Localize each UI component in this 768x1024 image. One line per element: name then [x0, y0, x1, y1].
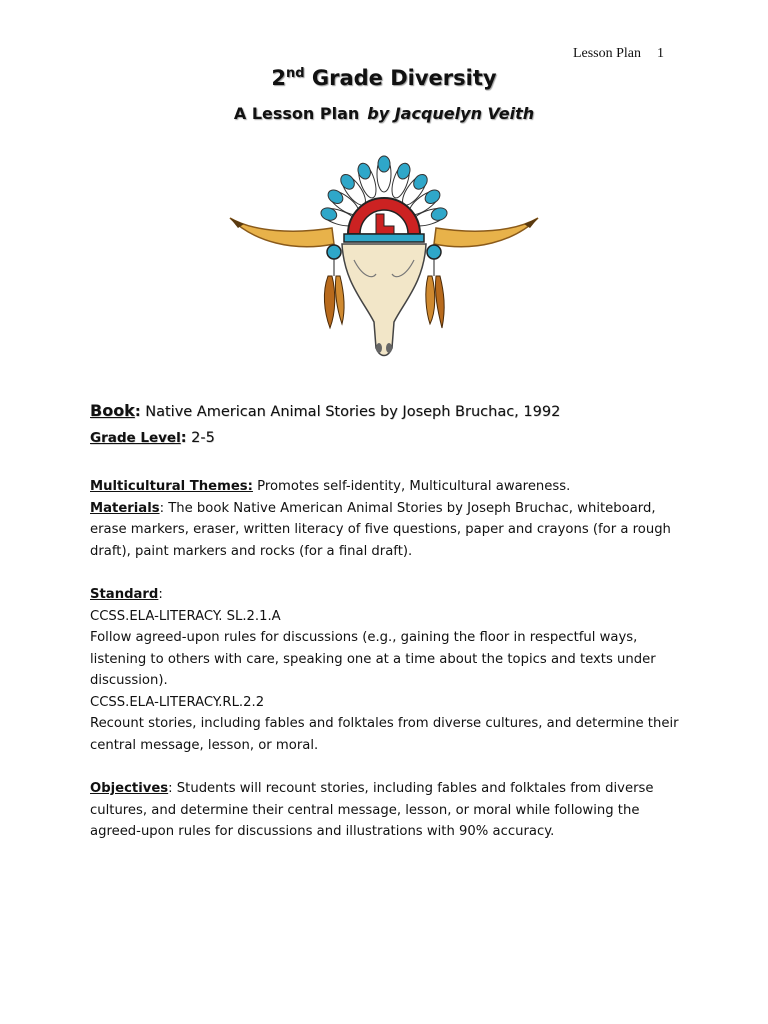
standard-code-1: CCSS.ELA-LITERACY. SL.2.1.A	[90, 608, 281, 624]
longhorn-skull-headdress-icon	[224, 152, 544, 364]
standard-text-2: Recount stories, including fables and folktales from diverse cultures, and determine their central message, lesson, or moral.	[90, 716, 679, 753]
author: by Jacquelyn Veith	[367, 104, 535, 123]
page-title: 2nd Grade Diversity	[271, 66, 497, 90]
page-subtitle: A Lesson Plan by Jacquelyn Veith	[233, 104, 535, 123]
objectives-paragraph: Objectives: Students will recount stories, including fables and folktales from diverse cultures, and determine their central message, lesson, or moral while following the agreed-upon rules for discussions and illustrations with 90% accuracy.	[90, 781, 654, 839]
book-line: Book: Native American Animal Stories by Joseph Bruchac, 1992	[90, 401, 561, 420]
standard-section	[90, 584, 690, 756]
grade-level-label: Grade Level	[90, 430, 181, 446]
book-label: Book	[90, 401, 135, 420]
themes-paragraph: Multicultural Themes: Promotes self-identity, Multicultural awareness.	[90, 479, 571, 494]
book-value: Native American Animal Stories by Joseph Bruchac, 1992	[140, 404, 561, 420]
grade-level-value: 2-5	[186, 430, 215, 446]
page-number: 1	[657, 46, 664, 61]
themes-materials-section	[90, 476, 690, 562]
header-label: Lesson Plan	[572, 46, 641, 61]
running-header	[573, 46, 664, 62]
standard-code-2: CCSS.ELA-LITERACY.RL.2.2	[90, 694, 265, 710]
standard-text-1: Follow agreed-upon rules for discussions (e.g., gaining the floor in respectful ways, listening to others with care, speaking one at a time about the topics and texts under discussion).	[90, 630, 656, 688]
materials-paragraph: Materials: The book Native American Animal Stories by Joseph Bruchac, whiteboard, erase markers, eraser, written literacy of five questions, paper and crayons (for a rough draft), paint markers and rocks (for a final draft).	[90, 500, 671, 559]
grade-level-line: Grade Level: 2-5	[90, 430, 215, 446]
objectives-section	[90, 778, 690, 843]
standard-heading: Standard:	[90, 587, 163, 602]
